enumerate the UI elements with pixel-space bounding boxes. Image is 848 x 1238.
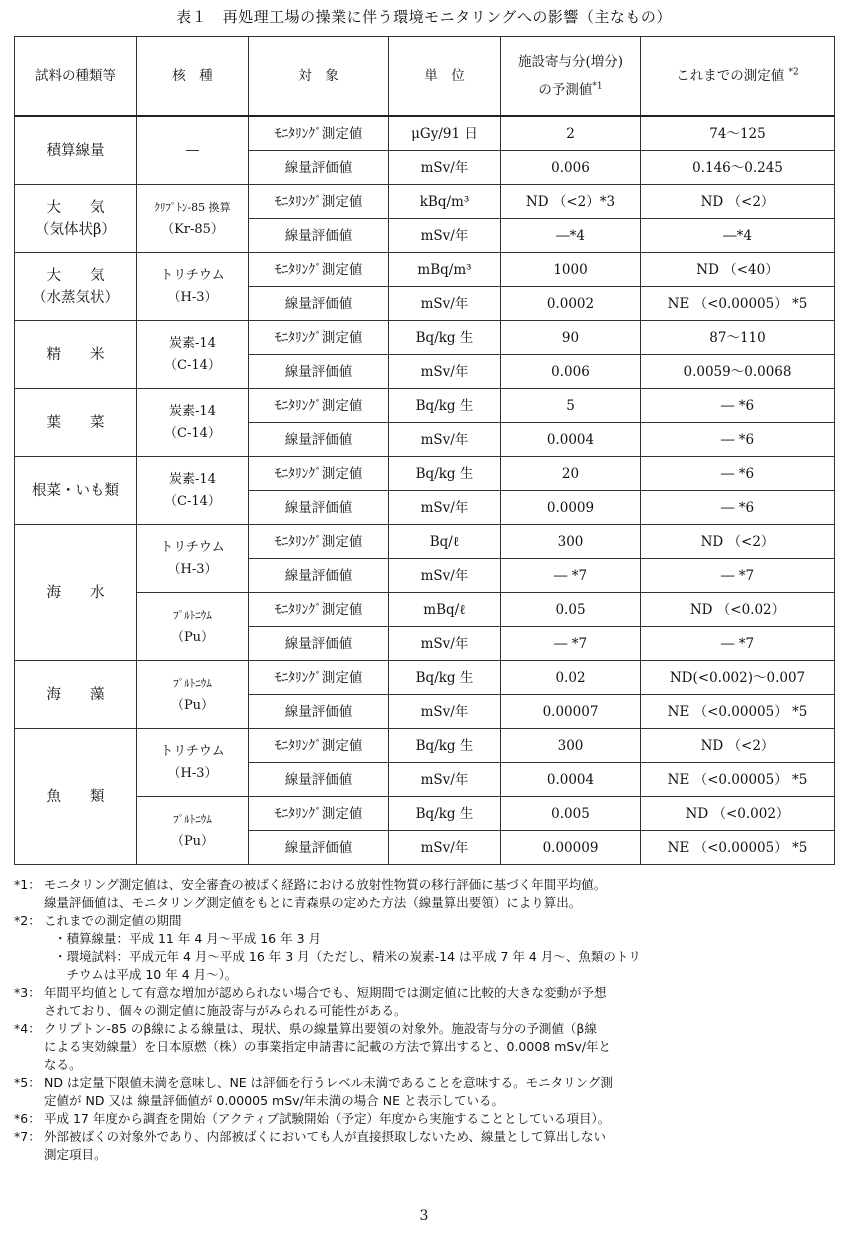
nuclide-name: 炭素-14 [169,403,216,419]
target-cell: 線量評価値 [249,355,389,389]
target-cell: 線量評価値 [249,559,389,593]
measured-cell: 87～110 [641,321,835,355]
header-measured-note-mark: *2 [788,67,799,78]
header-prediction-line2: の予測値 [538,82,593,98]
sample-name: 魚 類 [46,788,105,805]
footnote-line: 定値が ND 又は 線量評価値が 0.00005 mSv/年未満の場合 NE と表示している。 [44,1093,504,1108]
table-row [15,797,835,831]
footnote [14,984,834,1020]
page-number: 3 [419,1208,429,1224]
footnote-line: 線量評価値は、モニタリング測定値をもとに青森県の定めた方法（線量算出要領）により算出。 [44,895,582,910]
sample-cell [15,525,137,661]
prediction-cell: ― *7 [501,627,641,661]
sample-cell [15,185,137,253]
table-row [15,253,835,287]
nuclide-symbol: （Pu） [170,833,215,849]
footnote-line: ・環境試料：平成元年 4 月～平成 16 年 3 月（ただし、精米の炭素-14 は平成 7 年 4 月～、魚類のトリ [54,949,641,964]
measured-cell: ND(<0.002)～0.007 [641,661,835,695]
sample-name: 海 藻 [46,686,105,703]
prediction-cell: 2 [501,116,641,151]
header-prediction-note-mark: *1 [592,81,603,92]
sample-cell [15,253,137,321]
target-cell: 線量評価値 [249,491,389,525]
unit-cell: kBq/m³ [389,185,501,219]
nuclide-name: ﾌﾟﾙﾄﾆｳﾑ [173,608,212,622]
measured-cell: ― *7 [641,627,835,661]
prediction-cell: 90 [501,321,641,355]
footnote-line: されており、個々の測定値に施設寄与がみられる可能性がある。 [44,1003,407,1018]
nuclide-symbol: （Pu） [170,629,215,645]
measured-cell: NE （<0.00005） *5 [641,695,835,729]
prediction-cell: 0.005 [501,797,641,831]
footnote-mark: *5： [14,1075,41,1090]
measured-cell: 0.0059～0.0068 [641,355,835,389]
unit-cell: mBq/m³ [389,253,501,287]
target-cell: 線量評価値 [249,287,389,321]
sample-cell [15,321,137,389]
target-cell: ﾓﾆﾀﾘﾝｸﾞ測定値 [249,185,389,219]
prediction-cell: 0.0004 [501,423,641,457]
unit-cell: Bq/kg 生 [389,321,501,355]
footnote [14,1110,834,1128]
sample-cell [15,661,137,729]
prediction-cell: 1000 [501,253,641,287]
footnote-line: モニタリング測定値は、安全審査の被ばく経路における放射性物質の移行評価に基づく年間平均値。 [44,877,607,892]
nuclide-symbol: （H-3） [167,561,218,577]
prediction-cell: 0.0009 [501,491,641,525]
header-measured [641,37,835,117]
prediction-cell: 300 [501,729,641,763]
measured-cell: 0.146～0.245 [641,151,835,185]
nuclide-name: 炭素-14 [169,335,216,351]
target-cell: 線量評価値 [249,151,389,185]
unit-cell: Bq/kg 生 [389,797,501,831]
measured-cell: ― *7 [641,559,835,593]
header-sample: 試料の種類等 [15,37,137,117]
table-row [15,321,835,355]
footnote-line: なる。 [44,1057,82,1072]
nuclide-symbol: （H-3） [167,765,218,781]
footnote-line: ・積算線量：平成 11 年 4 月～平成 16 年 3 月 [54,931,322,946]
target-cell: ﾓﾆﾀﾘﾝｸﾞ測定値 [249,797,389,831]
target-cell: ﾓﾆﾀﾘﾝｸﾞ測定値 [249,661,389,695]
header-prediction [501,37,641,117]
sample-name: 積算線量 [46,142,105,159]
measured-cell: ― *6 [641,423,835,457]
nuclide-name: ｸﾘﾌﾟﾄﾝ-85 換算 [154,200,231,214]
unit-cell: μGy/91 日 [389,116,501,151]
nuclide-symbol: （H-3） [167,289,218,305]
prediction-cell: 0.0004 [501,763,641,797]
unit-cell: Bq/kg 生 [389,661,501,695]
unit-cell: mBq/ℓ [389,593,501,627]
nuclide-name: トリチウム [160,267,225,283]
prediction-cell: 0.00009 [501,831,641,865]
footnote [14,912,834,984]
nuclide-cell [137,389,249,457]
nuclide-cell [137,457,249,525]
nuclide-cell [137,253,249,321]
sample-subname: （気体状β） [35,221,116,238]
sample-name: 大 気 [46,199,105,216]
measured-cell: ND （<40） [641,253,835,287]
prediction-cell: 0.0002 [501,287,641,321]
prediction-cell: 20 [501,457,641,491]
target-cell: 線量評価値 [249,831,389,865]
header-prediction-line1: 施設寄与分(増分) [517,54,624,70]
footnote [14,1128,834,1164]
table-row [15,593,835,627]
nuclide-name: ﾌﾟﾙﾄﾆｳﾑ [173,812,212,826]
prediction-cell: 0.00007 [501,695,641,729]
sample-subname: （水蒸気状） [32,289,119,306]
prediction-cell: ND （<2）*3 [501,185,641,219]
target-cell: 線量評価値 [249,695,389,729]
measured-cell: NE （<0.00005） *5 [641,831,835,865]
unit-cell: mSv/年 [389,559,501,593]
sample-name: 葉 菜 [46,414,105,431]
footnote-line: 平成 17 年度から調査を開始（アクティブ試験開始（予定）年度から実施することとしている項目）。 [44,1111,611,1126]
header-unit: 単 位 [389,37,501,117]
nuclide-cell [137,797,249,865]
nuclide-cell [137,729,249,797]
sample-cell [15,457,137,525]
footnote-line: クリプトン-85 のβ線による線量は、現状、県の線量算出要領の対象外。施設寄与分の予測値（β線 [44,1021,597,1036]
unit-cell: mSv/年 [389,627,501,661]
table-row [15,525,835,559]
target-cell: ﾓﾆﾀﾘﾝｸﾞ測定値 [249,525,389,559]
unit-cell: mSv/年 [389,355,501,389]
target-cell: ﾓﾆﾀﾘﾝｸﾞ測定値 [249,389,389,423]
footnote-line: 外部被ばくの対象外であり、内部被ばくにおいても人が直接摂取しないため、線量として算出しない [44,1129,607,1144]
measured-cell: ND （<2） [641,525,835,559]
footnote-mark: *3： [14,985,41,1000]
measured-cell: ―*4 [641,219,835,253]
table-header-row [15,37,835,117]
unit-cell: mSv/年 [389,423,501,457]
footnote [14,876,834,912]
prediction-cell: 0.05 [501,593,641,627]
header-target: 対 象 [249,37,389,117]
unit-cell: mSv/年 [389,491,501,525]
unit-cell: mSv/年 [389,763,501,797]
measured-cell: NE （<0.00005） *5 [641,763,835,797]
footnote-line: ND は定量下限値未満を意味し、NE は評価を行うレベル未満であることを意味する。モニタリング測 [44,1075,613,1090]
unit-cell: Bq/kg 生 [389,457,501,491]
nuclide-symbol: （Kr-85） [161,221,224,237]
unit-cell: mSv/年 [389,219,501,253]
footnote [14,1074,834,1110]
measured-cell: ND （<0.002） [641,797,835,831]
footnote-mark: *6： [14,1111,41,1126]
nuclide-cell [137,116,249,185]
nuclide-name: 炭素-14 [169,471,216,487]
table-row [15,457,835,491]
sample-name: 根菜・いも類 [32,482,119,499]
table-title: 表１ 再処理工場の操業に伴う環境モニタリングへの影響（主なもの） [176,8,672,26]
nuclide-name: ﾌﾟﾙﾄﾆｳﾑ [173,676,212,690]
unit-cell: mSv/年 [389,151,501,185]
target-cell: 線量評価値 [249,423,389,457]
nuclide-symbol: （C-14） [164,357,221,373]
sample-name: 大 気 [46,267,105,284]
unit-cell: Bq/ℓ [389,525,501,559]
nuclide-name: ― [186,142,199,158]
measured-cell: ND （<2） [641,729,835,763]
prediction-cell: 5 [501,389,641,423]
footnote-line: チウムは平成 10 年 4 月～）。 [54,967,238,982]
target-cell: ﾓﾆﾀﾘﾝｸﾞ測定値 [249,457,389,491]
target-cell: 線量評価値 [249,219,389,253]
target-cell: 線量評価値 [249,763,389,797]
sample-name: 海 水 [46,584,105,601]
nuclide-cell [137,185,249,253]
table-row [15,661,835,695]
measured-cell: ― *6 [641,491,835,525]
sample-cell [15,389,137,457]
measured-cell: ND （<0.02） [641,593,835,627]
footnotes [14,876,834,1164]
footnote-line: これまでの測定値の期間 [44,913,182,928]
table-row [15,116,835,151]
footnote-mark: *1： [14,877,41,892]
nuclide-symbol: （C-14） [164,425,221,441]
sample-name: 精 米 [46,346,105,363]
header-nuclide: 核 種 [137,37,249,117]
footnote-line: 測定項目。 [44,1147,107,1162]
target-cell: ﾓﾆﾀﾘﾝｸﾞ測定値 [249,116,389,151]
target-cell: 線量評価値 [249,627,389,661]
prediction-cell: 0.02 [501,661,641,695]
table-row [15,729,835,763]
prediction-cell: 300 [501,525,641,559]
prediction-cell: ― *7 [501,559,641,593]
nuclide-symbol: （Pu） [170,697,215,713]
footnote-line: による実効線量）を日本原燃（株）の事業指定申請書に記載の方法で算出すると、0.0008 mSv/年と [44,1039,611,1054]
header-measured-label: これまでの測定値 [676,68,785,84]
target-cell: ﾓﾆﾀﾘﾝｸﾞ測定値 [249,253,389,287]
footnote-mark: *7： [14,1129,41,1144]
measured-cell: 74～125 [641,116,835,151]
target-cell: ﾓﾆﾀﾘﾝｸﾞ測定値 [249,593,389,627]
sample-cell [15,116,137,185]
unit-cell: Bq/kg 生 [389,389,501,423]
footnote-mark: *2： [14,913,41,928]
measured-cell: ― *6 [641,457,835,491]
nuclide-cell [137,593,249,661]
unit-cell: mSv/年 [389,831,501,865]
unit-cell: Bq/kg 生 [389,729,501,763]
prediction-cell: ―*4 [501,219,641,253]
measured-cell: ― *6 [641,389,835,423]
unit-cell: mSv/年 [389,695,501,729]
nuclide-cell [137,661,249,729]
sample-cell [15,729,137,865]
footnote-line: 年間平均値として有意な増加が認められない場合でも、短期間では測定値に比較的大きな変動が予想 [44,985,607,1000]
nuclide-name: トリチウム [160,743,225,759]
measured-cell: ND （<2） [641,185,835,219]
table-row [15,185,835,219]
prediction-cell: 0.006 [501,151,641,185]
table-row [15,389,835,423]
nuclide-symbol: （C-14） [164,493,221,509]
nuclide-cell [137,525,249,593]
prediction-cell: 0.006 [501,355,641,389]
measured-cell: NE （<0.00005） *5 [641,287,835,321]
monitoring-table [14,36,835,865]
nuclide-name: トリチウム [160,539,225,555]
target-cell: ﾓﾆﾀﾘﾝｸﾞ測定値 [249,321,389,355]
footnote-mark: *4： [14,1021,41,1036]
footnote [14,1020,834,1074]
unit-cell: mSv/年 [389,287,501,321]
nuclide-cell [137,321,249,389]
target-cell: ﾓﾆﾀﾘﾝｸﾞ測定値 [249,729,389,763]
